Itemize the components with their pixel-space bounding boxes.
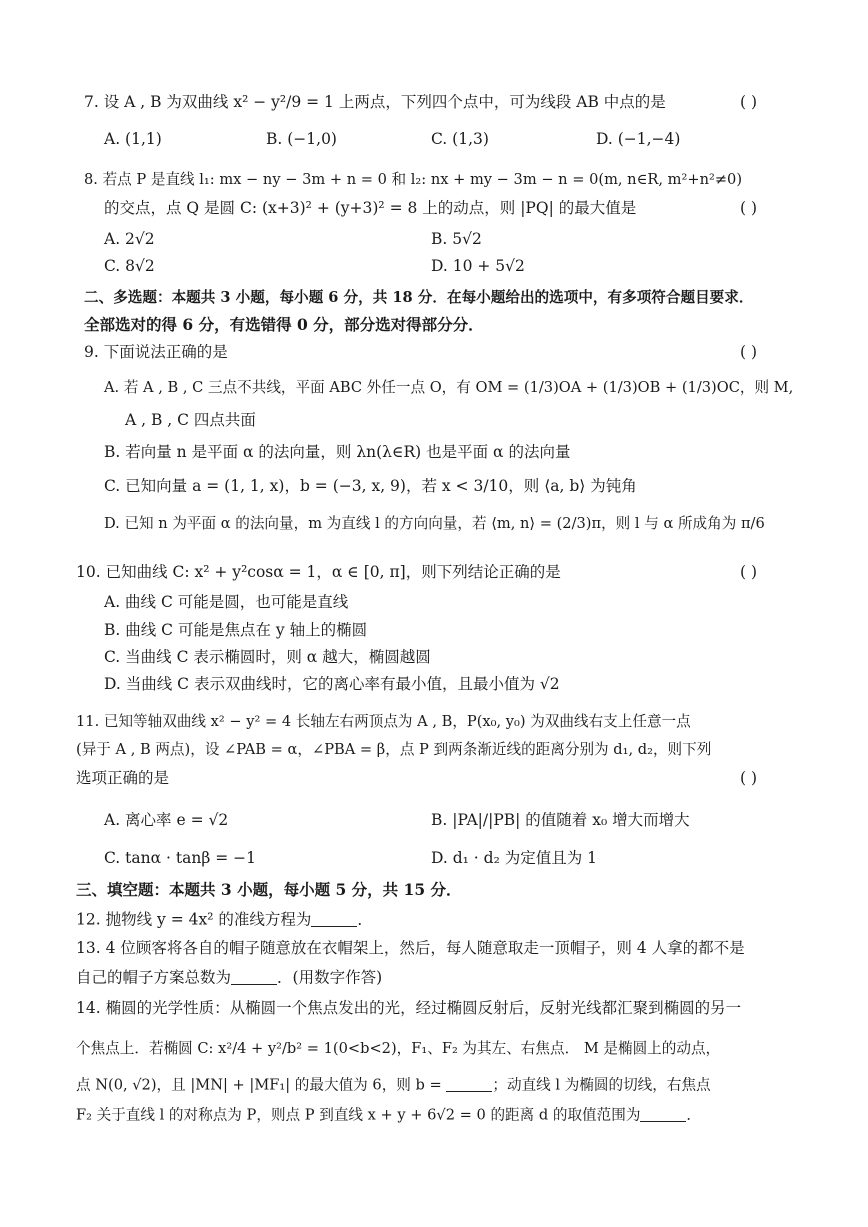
q14-line3-end: ；动直线 l 为椭圆的切线，右焦点 bbox=[492, 1076, 711, 1094]
q12-end: ． bbox=[357, 910, 373, 929]
q9-option-a-line1: A. 若 A , B , C 三点不共线，平面 ABC 外任一点 O，有 OM = (1/3)OA + (1/3)OB + (1/3)OC，则 M, bbox=[104, 379, 794, 396]
q7-stem: 7. 设 A , B 为双曲线 x² − y²/9 = 1 上两点，下列四个点中，可为线段 AB 中点的是 bbox=[84, 93, 666, 111]
q13-line2-end: ．(用数字作答) bbox=[277, 968, 383, 987]
q7-option-d: D. (−1,−4) bbox=[596, 130, 681, 148]
q11-stem-line1: 11. 已知等轴双曲线 x² − y² = 4 长轴左右两顶点为 A , B，P(x₀, y₀) 为双曲线右支上任意一点 bbox=[76, 713, 691, 730]
q12-stem: 12. 抛物线 y = 4x² 的准线方程为 bbox=[76, 910, 312, 929]
q9-stem: 9. 下面说法正确的是 bbox=[84, 343, 228, 361]
q8-option-a: A. 2√2 bbox=[104, 230, 155, 248]
q8-option-d: D. 10 + 5√2 bbox=[431, 257, 525, 275]
q7-option-b: B. (−1,0) bbox=[266, 130, 337, 148]
q9-option-d: D. 已知 n 为平面 α 的法向量，m 为直线 l 的方向向量，若 ⟨m, n⟩ = (2/3)π，则 l 与 α 所成角为 π/6 bbox=[104, 515, 765, 532]
q9-option-c: C. 已知向量 a = (1, 1, x)，b = (−3, x, 9)，若 x < 3/10，则 ⟨a, b⟩ 为钝角 bbox=[104, 477, 637, 495]
q11-option-a: A. 离心率 e = √2 bbox=[104, 811, 229, 829]
q9-answer-paren: ( ) bbox=[740, 343, 758, 361]
section3-heading: 三、填空题：本题共 3 小题，每小题 5 分，共 15 分． bbox=[76, 880, 462, 899]
q11-stem-line3: 选项正确的是 bbox=[76, 769, 170, 787]
q9-option-b: B. 若向量 n 是平面 α 的法向量，则 λn(λ∈R) 也是平面 α 的法向量 bbox=[104, 443, 571, 461]
q10-option-a: A. 曲线 C 可能是圆，也可能是直线 bbox=[104, 593, 349, 611]
q14-answer-blank-d[interactable] bbox=[640, 1106, 686, 1122]
q12-text bbox=[76, 910, 373, 929]
q8-stem-line2: 的交点，点 Q 是圆 C: (x+3)² + (y+3)² = 8 上的动点，则 |PQ| 的最大值是 bbox=[104, 199, 637, 217]
q13-line2-start: 自己的帽子方案总数为 bbox=[76, 968, 232, 987]
q14-line3 bbox=[76, 1076, 711, 1094]
section2-heading-line1: 二、多选题：本题共 3 小题，每小题 6 分，共 18 分．在每小题给出的选项中，有多项符合题目要求． bbox=[84, 289, 754, 306]
q11-option-c: C. tanα · tanβ = −1 bbox=[104, 849, 256, 867]
q11-stem-line2: (异于 A , B 两点)，设 ∠PAB = α，∠PBA = β，点 P 到两条渐近线的距离分别为 d₁, d₂，则下列 bbox=[76, 741, 712, 758]
q8-option-b: B. 5√2 bbox=[431, 230, 482, 248]
q13-line1: 13. 4 位顾客将各自的帽子随意放在衣帽架上，然后，每人随意取走一顶帽子，则 4 人拿的都不是 bbox=[76, 939, 745, 957]
q7-answer-paren: ( ) bbox=[740, 93, 758, 111]
q7-option-c: C. (1,3) bbox=[431, 130, 489, 148]
q8-option-c: C. 8√2 bbox=[104, 257, 155, 275]
q14-line2: 个焦点上．若椭圆 C: x²/4 + y²/b² = 1(0<b<2)，F₁、F₂ 为其左、右焦点． M 是椭圆上的动点， bbox=[76, 1040, 721, 1057]
q10-option-c: C. 当曲线 C 表示椭圆时，则 α 越大，椭圆越圆 bbox=[104, 648, 431, 666]
q14-line4 bbox=[76, 1106, 701, 1124]
q14-line4-end: ． bbox=[686, 1106, 702, 1124]
q14-line3-start: 点 N(0, √2)，且 |MN| + |MF₁| 的最大值为 6，则 b = bbox=[76, 1076, 442, 1094]
section2-heading-line2: 全部选对的得 6 分，有选错得 0 分，部分选对得部分分． bbox=[84, 315, 484, 334]
q11-option-d: D. d₁ · d₂ 为定值且为 1 bbox=[431, 849, 597, 867]
q7-option-a: A. (1,1) bbox=[104, 130, 162, 148]
q13-answer-blank[interactable] bbox=[231, 968, 277, 985]
q14-line1: 14. 椭圆的光学性质：从椭圆一个焦点发出的光，经过椭圆反射后，反射光线都汇聚到椭圆的另一 bbox=[76, 999, 742, 1017]
q14-line4-start: F₂ 关于直线 l 的对称点为 P，则点 P 到直线 x + y + 6√2 = 0 的距离 d 的取值范围为 bbox=[76, 1106, 641, 1124]
q13-line2 bbox=[76, 968, 382, 987]
q10-answer-paren: ( ) bbox=[740, 563, 758, 581]
q11-option-b: B. |PA|/|PB| 的值随着 x₀ 增大而增大 bbox=[431, 811, 690, 829]
q11-answer-paren: ( ) bbox=[740, 769, 758, 787]
q9-option-a-line2: A , B , C 四点共面 bbox=[125, 411, 256, 429]
q8-stem-line1: 8. 若点 P 是直线 l₁: mx − ny − 3m + n = 0 和 l₂: nx + my − 3m − n = 0(m, n∈R, m²+n²≠0) bbox=[84, 171, 743, 188]
q12-answer-blank[interactable] bbox=[311, 910, 357, 927]
q10-stem: 10. 已知曲线 C: x² + y²cosα = 1，α ∈ [0, π]，则下列结论正确的是 bbox=[76, 563, 561, 581]
q10-option-d: D. 当曲线 C 表示双曲线时，它的离心率有最小值，且最小值为 √2 bbox=[104, 675, 560, 693]
q8-answer-paren: ( ) bbox=[740, 199, 758, 217]
q10-option-b: B. 曲线 C 可能是焦点在 y 轴上的椭圆 bbox=[104, 621, 368, 639]
q14-answer-blank-b[interactable] bbox=[446, 1076, 492, 1092]
